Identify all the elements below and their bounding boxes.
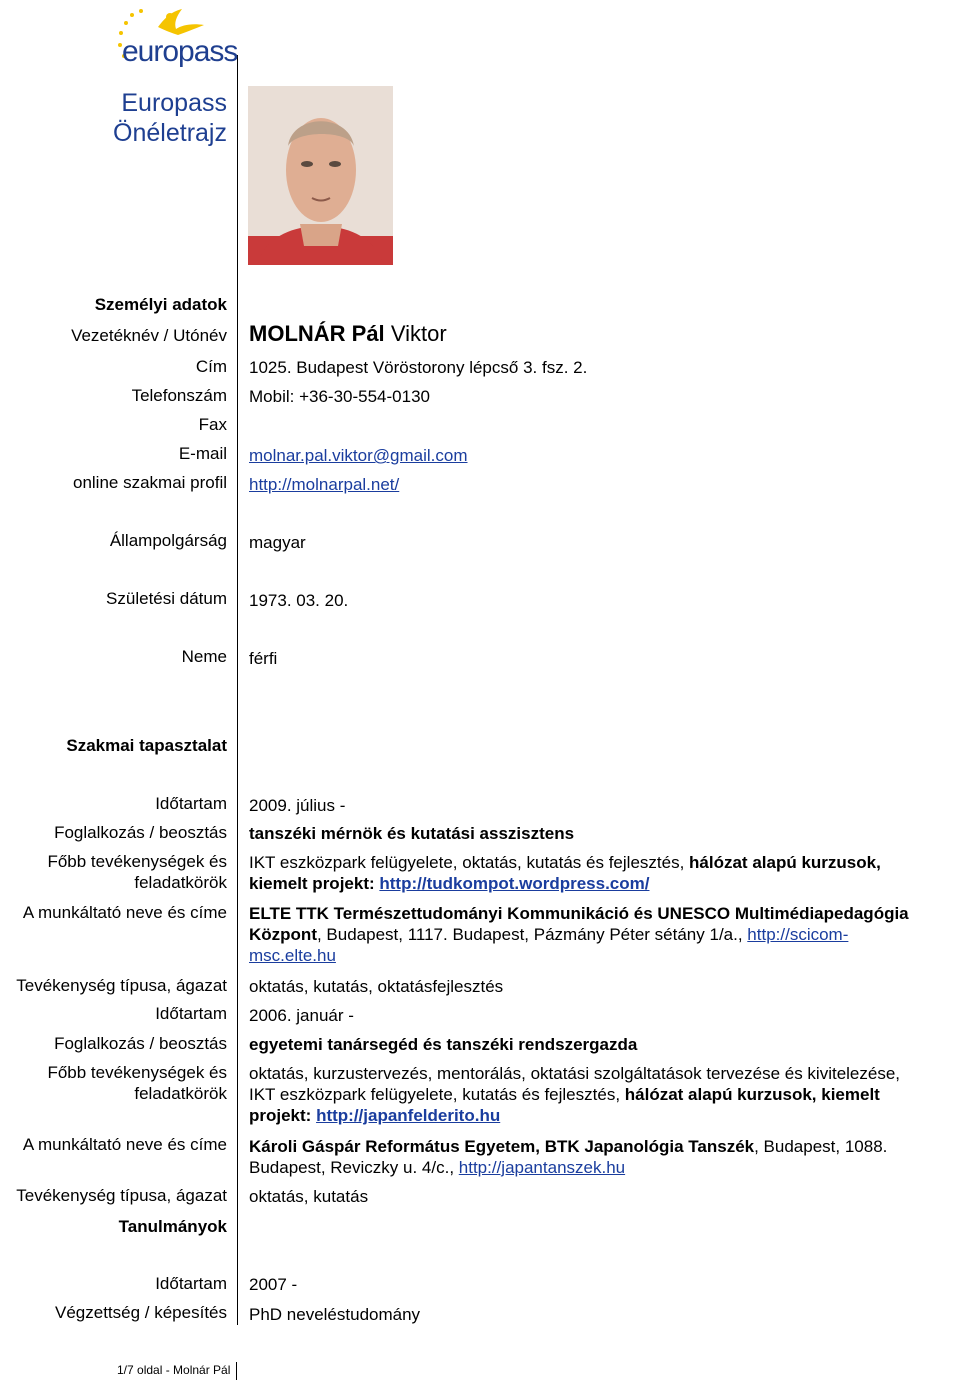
birth-value: 1973. 03. 20. <box>249 591 349 610</box>
job2-duties-bold: hálózat alapú kurzusok, kiemelt <box>624 1085 880 1104</box>
education-degree: PhD neveléstudomány <box>249 1305 421 1324</box>
job1-period: 2009. július - <box>249 796 346 815</box>
job2-position-label: Foglalkozás / beosztás <box>54 1034 227 1053</box>
job1-employer-label: A munkáltató neve és címe <box>22 903 227 922</box>
surname: MOLNÁR Pál <box>249 321 385 346</box>
job1-position-label: Foglalkozás / beosztás <box>54 823 227 842</box>
given-name: Viktor <box>390 321 447 346</box>
gender-label: Neme <box>181 647 227 666</box>
job2-period-label: Időtartam <box>155 1004 227 1023</box>
duties-label-line2: feladatkörök <box>134 873 227 892</box>
job2-employer <box>249 1136 954 1178</box>
job2-period: 2006. január - <box>249 1006 354 1025</box>
fax-label: Fax <box>198 415 227 434</box>
education-period: 2007 - <box>249 1275 298 1294</box>
footer-divider <box>236 1362 237 1380</box>
job2-employer-label: A munkáltató neve és címe <box>22 1135 227 1154</box>
job1-period-label: Időtartam <box>155 794 227 813</box>
experience-heading: Szakmai tapasztalat <box>66 736 227 755</box>
gender-value: férfi <box>249 649 278 668</box>
job1-employer-address: , Budapest, 1117. Budapest, Pázmány Péter sétány 1/a., <box>316 925 748 944</box>
job2-employer-address: , Budapest, 1088. <box>754 1137 888 1156</box>
education-degree-label: Végzettség / képesítés <box>55 1303 227 1322</box>
job1-sector: oktatás, kutatás, oktatásfejlesztés <box>249 977 504 996</box>
job1-employer-name: ELTE TTK Természettudományi Kommunikáció és UNESCO Multimédiapedagógia <box>249 904 909 923</box>
job1-position: tanszéki mérnök és kutatási asszisztens <box>249 824 575 843</box>
europass-logo <box>112 5 237 77</box>
job2-duties-label <box>47 1062 227 1104</box>
job1-duties-bold: hálózat alapú kurzusok, <box>689 853 881 872</box>
job1-duties-label <box>47 851 227 893</box>
education-heading: Tanulmányok <box>118 1217 227 1236</box>
email-link[interactable]: molnar.pal.viktor@gmail.com <box>249 446 468 465</box>
job2-employer-address-2: Budapest, Reviczky u. 4/c., <box>249 1158 459 1177</box>
job2-duties-text-1: oktatás, kurzustervezés, mentorálás, oktatási szolgáltatások tervezése és kivitelezése, <box>249 1064 901 1083</box>
duties-label-line1: Főbb tevékenységek és <box>47 852 227 871</box>
full-name <box>249 323 447 344</box>
title-line-2: Önéletrajz <box>113 119 227 147</box>
duties-label-line2: feladatkörök <box>134 1084 227 1103</box>
job1-duties-text: IKT eszközpark felügyelete, oktatás, kutatás és fejlesztés, <box>249 853 690 872</box>
job1-employer-link[interactable]: http://scicom- <box>747 925 849 944</box>
job1-project-label: kiemelt projekt: <box>249 874 380 893</box>
personal-heading: Személyi adatok <box>94 295 227 314</box>
email-label: E-mail <box>178 444 227 463</box>
job2-project-label: projekt: <box>249 1106 317 1125</box>
job1-duties <box>249 852 954 894</box>
citizenship-label: Állampolgárság <box>109 531 227 550</box>
job2-sector: oktatás, kutatás <box>249 1187 369 1206</box>
job2-duties <box>249 1063 954 1126</box>
profile-photo <box>248 86 393 265</box>
job2-employer-name: Károli Gáspár Református Egyetem, BTK Japanológia Tanszék <box>249 1137 755 1156</box>
address-value: 1025. Budapest Vöröstorony lépcső 3. fsz. 2. <box>249 358 588 377</box>
job2-duties-text-2: IKT eszközpark felügyelete, kutatás és fejlesztés, <box>249 1085 625 1104</box>
job2-position: egyetemi tanársegéd és tanszéki rendszergazda <box>249 1035 638 1054</box>
name-label: Vezetéknév / Utónév <box>71 326 227 345</box>
job1-project-link[interactable]: http://tudkompot.wordpress.com/ <box>379 874 650 893</box>
job1-employer <box>249 903 959 966</box>
job1-employer-name-2: Központ <box>249 925 317 944</box>
phone-value: Mobil: +36-30-554-0130 <box>249 387 430 406</box>
birth-label: Születési dátum <box>106 589 227 608</box>
europass-logo-text: europass <box>122 35 238 68</box>
document-title <box>113 88 227 148</box>
job2-employer-link[interactable]: http://japantanszek.hu <box>458 1158 626 1177</box>
title-line-1: Europass <box>121 89 227 117</box>
page-footer: 1/7 oldal - Molnár Pál <box>117 1363 231 1377</box>
job1-sector-label: Tevékenység típusa, ágazat <box>16 976 227 995</box>
profile-link[interactable]: http://molnarpal.net/ <box>249 475 400 494</box>
education-period-label: Időtartam <box>155 1274 227 1293</box>
duties-label-line1: Főbb tevékenységek és <box>47 1063 227 1082</box>
job2-sector-label: Tevékenység típusa, ágazat <box>16 1186 227 1205</box>
column-divider <box>237 55 238 1325</box>
address-label: Cím <box>195 357 227 376</box>
citizenship-value: magyar <box>249 533 306 552</box>
phone-label: Telefonszám <box>131 386 227 405</box>
profile-label: online szakmai profil <box>72 473 227 492</box>
job1-employer-link-2[interactable]: msc.elte.hu <box>249 946 336 965</box>
job2-project-link[interactable]: http://japanfelderito.hu <box>316 1106 501 1125</box>
